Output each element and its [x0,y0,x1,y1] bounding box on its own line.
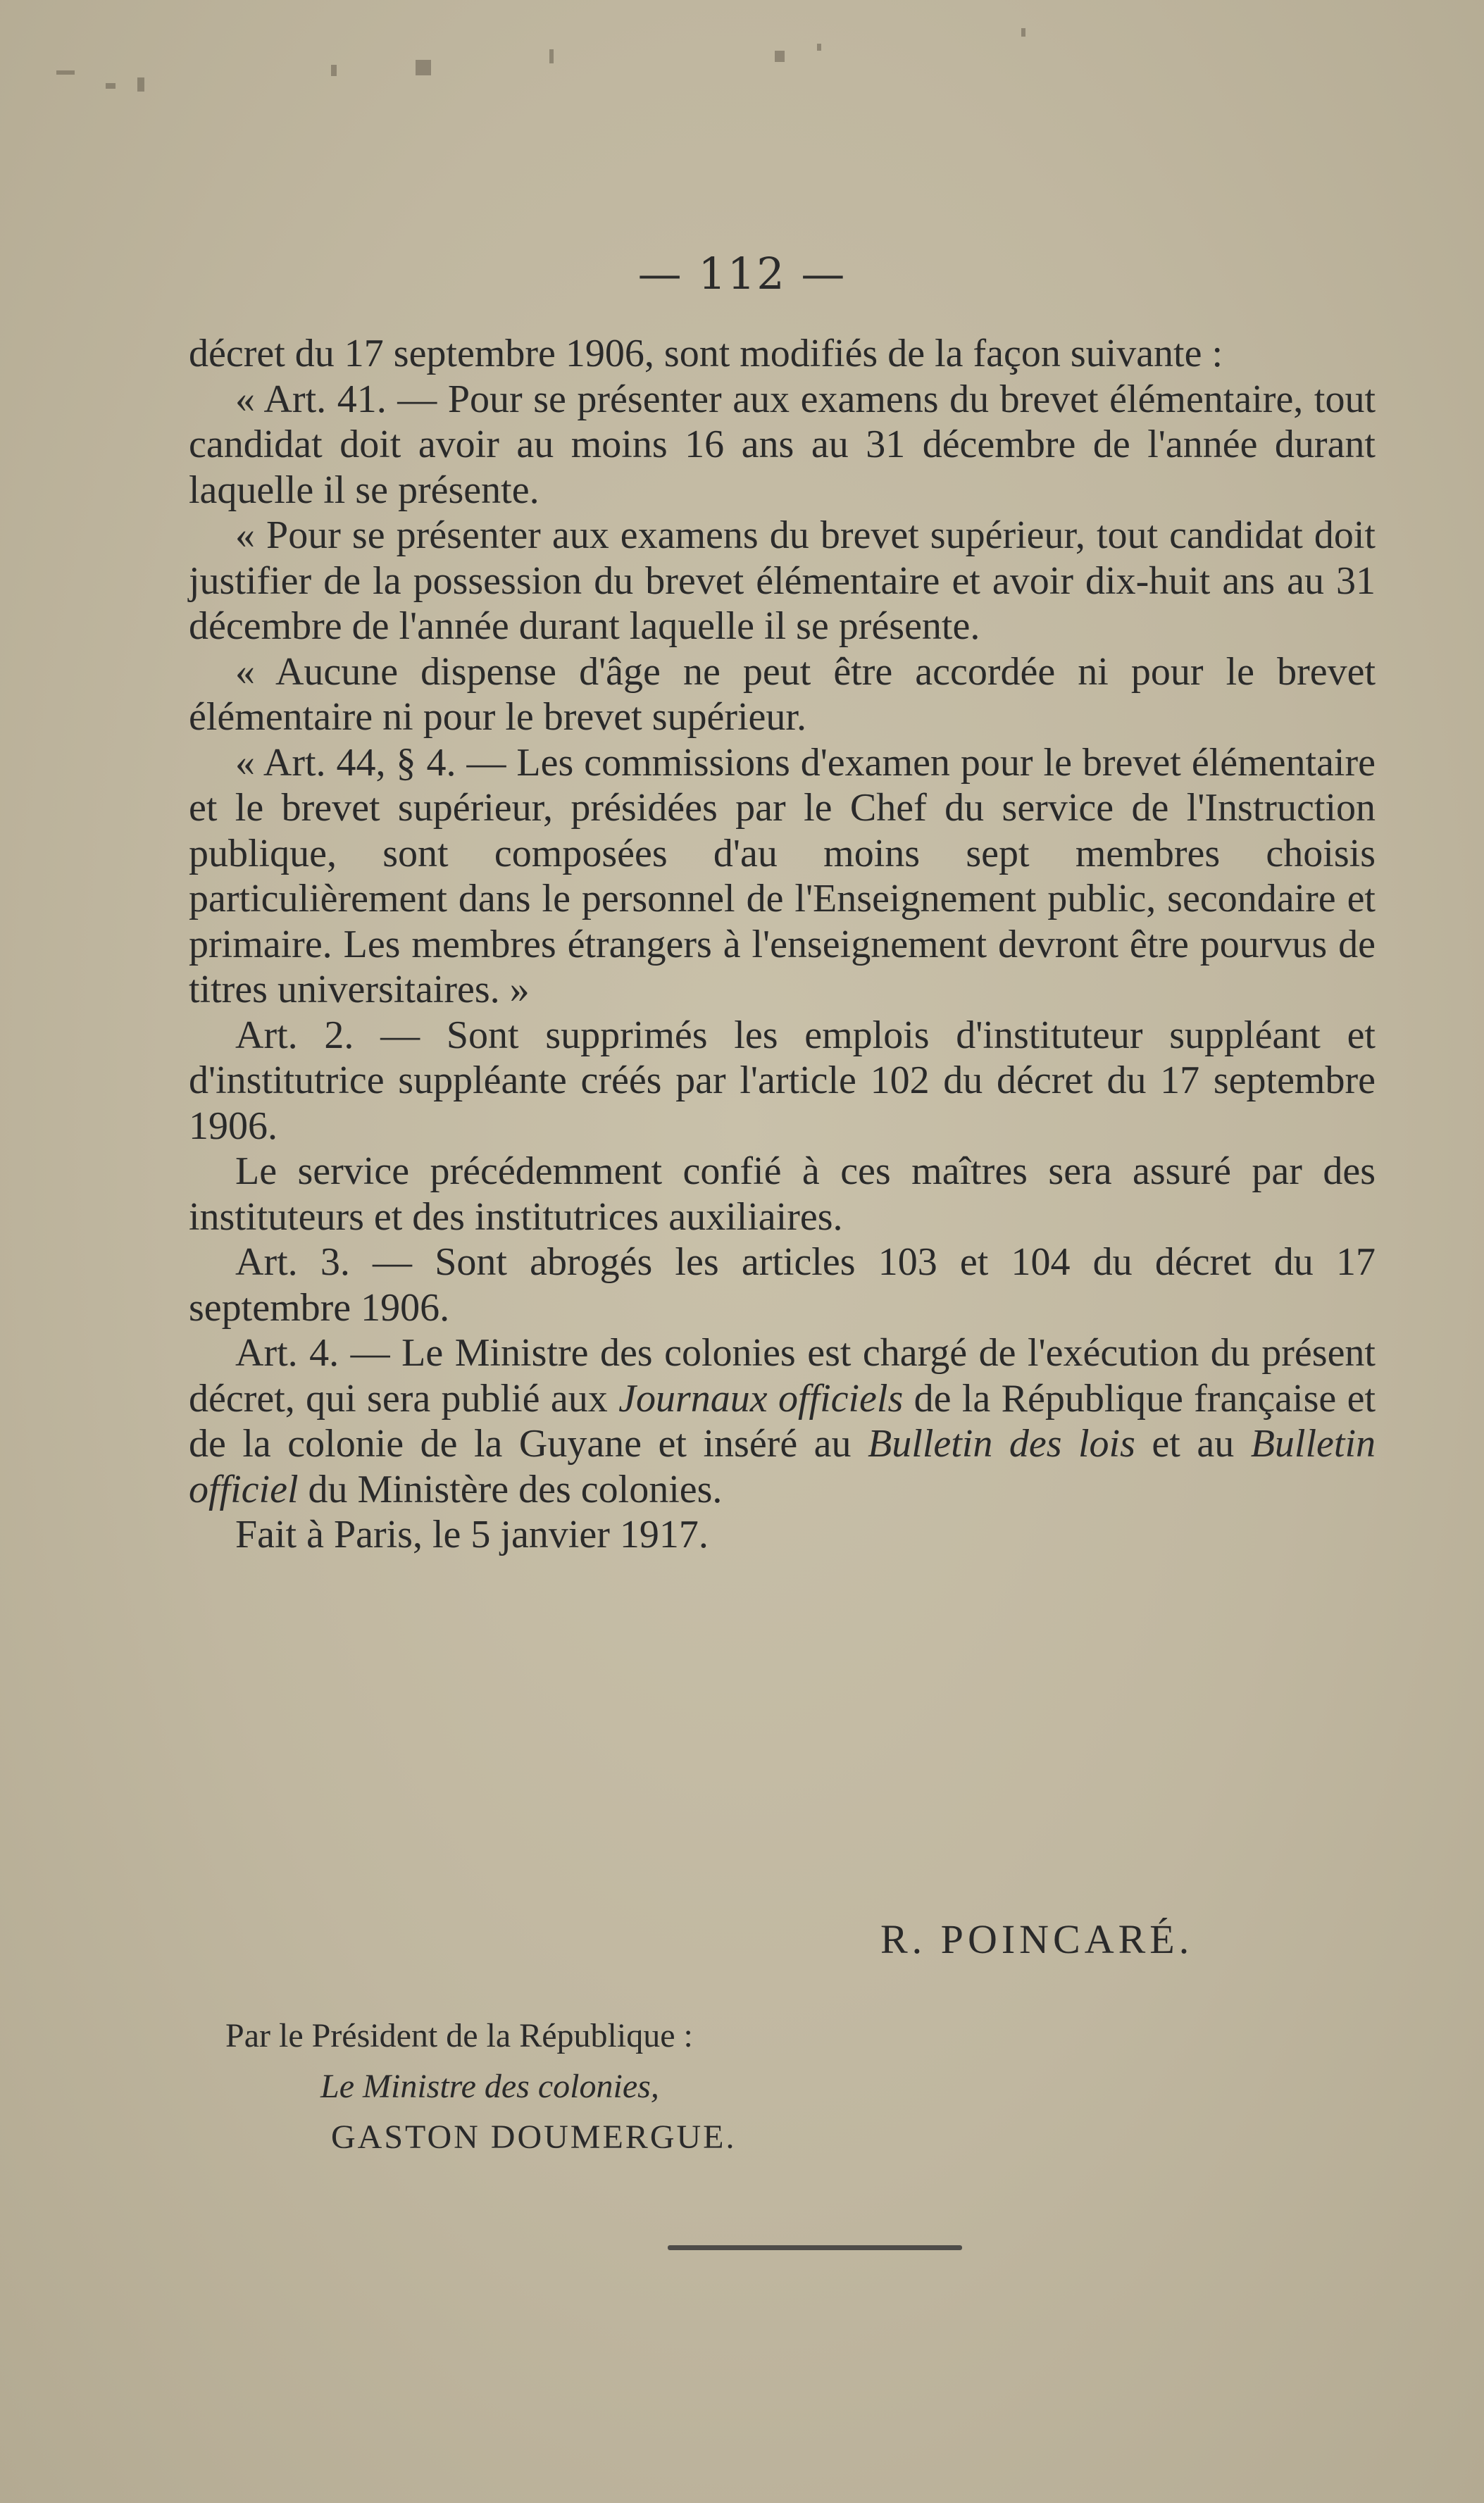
art4-text-4: du Ministère des colonies. [298,1467,723,1511]
signature: R. POINCARÉ. [880,1916,1194,1962]
art4-text-3: et au [1135,1422,1251,1466]
countersign-line-president: Par le Président de la République : [225,2017,693,2054]
art4-text-2: de la République française et de la colonie de la Guyane et inséré au [189,1376,1376,1466]
paragraph-art-41: « Art. 41. — Pour se présenter aux examens du brevet élémentaire, tout candidat doit avoir au moins 16 ans au 31 décembre de l'année durant laquelle il se présente. [189,377,1376,512]
countersign-line-minister: Le Ministre des colonies, [320,2068,659,2105]
paragraph-art-2: Art. 2. — Sont supprimés les emplois d'instituteur suppléant et d'institutrice suppléante créés par l'article 102 du décret du 17 septembre 1906. [189,1013,1376,1148]
art4-bulletin-des-lois: Bulletin des lois [868,1422,1135,1466]
paragraph-intro: décret du 17 septembre 1906, sont modifiés de la façon suivante : [189,332,1223,375]
page-number: — 112 — [637,248,847,299]
countersign-line-name: GASTON DOUMERGUE. [331,2118,737,2156]
paragraph-service: Le service précédemment confié à ces maîtres sera assuré par des instituteurs et des institutrices auxiliaires. [189,1149,1376,1239]
countersignature [225,2011,736,2163]
paragraph-dispense: « Aucune dispense d'âge ne peut être accordée ni pour le brevet élémentaire ni pour le brevet supérieur. [189,649,1376,739]
paragraph-art-4 [189,1330,1376,1512]
art4-bulletin-officiel: Bulletin officiel [189,1422,1376,1511]
art4-journaux-officiels: Journaux officiels [618,1376,904,1421]
paragraph-art-3: Art. 3. — Sont abrogés les articles 103 et 104 du décret du 17 septembre 1906. [189,1240,1376,1330]
paper-specks [0,0,1484,183]
document-body [189,331,1376,1558]
art4-text-1: Art. 4. — Le Ministre des colonies est chargé de l'exécution du présent décret, qui sera publié aux [189,1331,1376,1421]
end-rule [668,2245,962,2250]
closing-line: Fait à Paris, le 5 janvier 1917. [235,1513,709,1556]
paragraph-art-44: « Art. 44, § 4. — Les commissions d'examen pour le brevet élémentaire et le brevet supérieur, présidées par le Chef du service de l'Instruction publique, sont composées d'au moins sept membres choisis particulièrement dans le personnel de l'Enseignement public, secondaire et primaire. Les membres étrangers à l'enseignement devront être pourvus de titres universitaires. » [189,740,1376,1011]
paragraph-brevet-superieur: « Pour se présenter aux examens du brevet supérieur, tout candidat doit justifier de la possession du brevet élémentaire et avoir dix-huit ans au 31 décembre de l'année durant laquelle il se présente. [189,513,1376,648]
